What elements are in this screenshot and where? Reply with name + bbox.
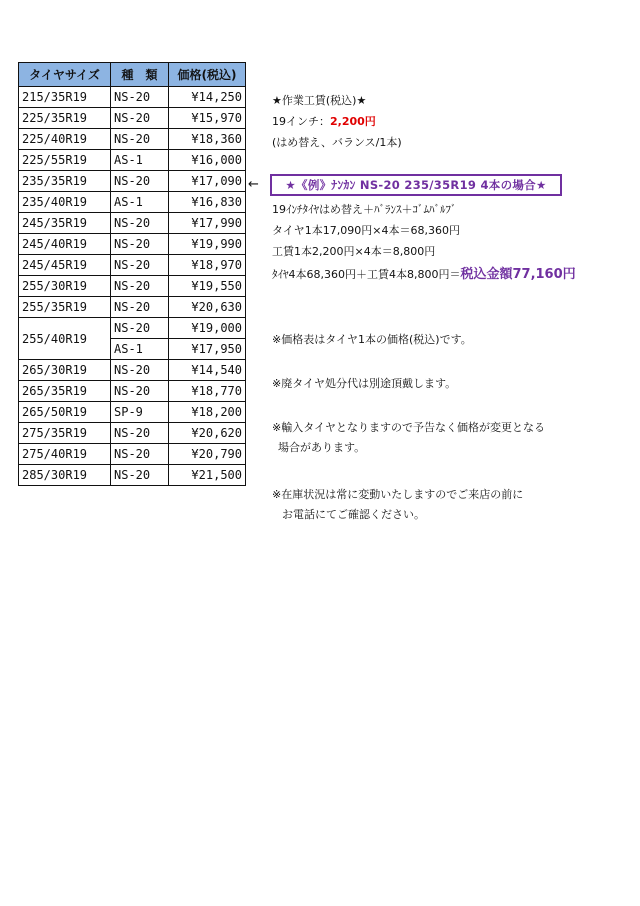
- tire-type: NS-20: [111, 87, 169, 108]
- tire-type: NS-20: [111, 465, 169, 486]
- header-type: 種 類: [111, 63, 169, 87]
- example-line-4-text: ﾀｲﾔ4本68,360円＋工賃4本8,800円＝: [272, 268, 461, 281]
- tire-price: ¥17,950: [169, 339, 246, 360]
- table-row: [19, 213, 246, 234]
- example-line-1: 19ｲﾝﾁﾀｲﾔはめ替え＋ﾊﾞﾗﾝｽ＋ｺﾞﾑﾊﾞﾙﾌﾞ: [272, 203, 457, 216]
- table-row: [19, 297, 246, 318]
- tire-price: ¥21,500: [169, 465, 246, 486]
- tire-price: ¥19,550: [169, 276, 246, 297]
- tire-size: 215/35R19: [19, 87, 111, 108]
- tire-type: NS-20: [111, 381, 169, 402]
- table-row: [19, 129, 246, 150]
- tire-size: 285/30R19: [19, 465, 111, 486]
- labor-detail: (はめ替え、バランス/1本): [272, 136, 402, 149]
- tire-price: ¥18,360: [169, 129, 246, 150]
- tire-type: NS-20: [111, 276, 169, 297]
- tire-type: NS-20: [111, 444, 169, 465]
- tire-size: 245/35R19: [19, 213, 111, 234]
- tire-type: NS-20: [111, 360, 169, 381]
- tire-price: ¥18,770: [169, 381, 246, 402]
- table-row: [19, 444, 246, 465]
- header-tire-size: タイヤサイズ: [19, 63, 111, 87]
- table-row: [19, 255, 246, 276]
- note-import-price-a: ※輸入タイヤとなりますので予告なく価格が変更となる: [272, 421, 545, 434]
- tire-type: NS-20: [111, 129, 169, 150]
- example-line-2: タイヤ1本17,090円×4本＝68,360円: [272, 224, 460, 237]
- tire-type: SP-9: [111, 402, 169, 423]
- tire-size: 255/40R19: [19, 318, 111, 360]
- table-row: [19, 360, 246, 381]
- tire-size: 255/30R19: [19, 276, 111, 297]
- tire-price: ¥16,830: [169, 192, 246, 213]
- tire-price: ¥18,970: [169, 255, 246, 276]
- table-row: [19, 150, 246, 171]
- tire-price: ¥14,540: [169, 360, 246, 381]
- table-row: [19, 234, 246, 255]
- example-total: 税込金額77,160円: [460, 267, 576, 282]
- tire-type: NS-20: [111, 108, 169, 129]
- note-price-per-tire: ※価格表はタイヤ1本の価格(税込)です。: [272, 333, 472, 346]
- table-row: [19, 108, 246, 129]
- tire-type: NS-20: [111, 423, 169, 444]
- tire-price: ¥18,200: [169, 402, 246, 423]
- tire-size: 245/40R19: [19, 234, 111, 255]
- tire-type: AS-1: [111, 192, 169, 213]
- labor-19-label: 19インチ：: [272, 115, 330, 128]
- tire-type: AS-1: [111, 150, 169, 171]
- tire-price: ¥17,090: [169, 171, 246, 192]
- tire-size: 265/35R19: [19, 381, 111, 402]
- tire-size: 245/45R19: [19, 255, 111, 276]
- example-line-3: 工賃1本2,200円×4本＝8,800円: [272, 245, 436, 258]
- labor-19-price: 2,200円: [330, 115, 376, 128]
- table-row: [19, 402, 246, 423]
- tire-size: 265/30R19: [19, 360, 111, 381]
- tire-size: 265/50R19: [19, 402, 111, 423]
- tire-size: 275/35R19: [19, 423, 111, 444]
- tire-size: 275/40R19: [19, 444, 111, 465]
- price-table: [18, 62, 246, 486]
- table-row: [19, 381, 246, 402]
- tire-price: ¥16,000: [169, 150, 246, 171]
- tire-size: 225/55R19: [19, 150, 111, 171]
- tire-size: 235/40R19: [19, 192, 111, 213]
- example-line-4: [272, 263, 576, 282]
- tire-type: AS-1: [111, 339, 169, 360]
- tire-type: NS-20: [111, 213, 169, 234]
- labor-19-inch: [272, 113, 376, 129]
- tire-price: ¥20,620: [169, 423, 246, 444]
- tire-type: NS-20: [111, 297, 169, 318]
- tire-price: ¥19,000: [169, 318, 246, 339]
- tire-type: NS-20: [111, 255, 169, 276]
- example-title-box: ★《例》ﾅﾝｶﾝ NS-20 235/35R19 4本の場合★: [270, 174, 562, 196]
- arrow-left-icon: ←: [248, 177, 259, 192]
- tire-size: 235/35R19: [19, 171, 111, 192]
- table-row: [19, 465, 246, 486]
- header-price: 価格(税込): [169, 63, 246, 87]
- note-disposal-fee: ※廃タイヤ処分代は別途頂戴します。: [272, 377, 457, 390]
- tire-type: NS-20: [111, 234, 169, 255]
- note-stock-a: ※在庫状況は常に変動いたしますのでご来店の前に: [272, 488, 524, 501]
- labor-title: ★作業工賃(税込)★: [272, 94, 367, 107]
- note-import-price-b: 場合があります。: [278, 441, 366, 454]
- table-header-row: [19, 63, 246, 87]
- table-row: [19, 192, 246, 213]
- tire-price: ¥20,790: [169, 444, 246, 465]
- tire-type: NS-20: [111, 171, 169, 192]
- table-row: [19, 87, 246, 108]
- tire-size: 225/40R19: [19, 129, 111, 150]
- table-row: [19, 276, 246, 297]
- table-row: [19, 171, 246, 192]
- tire-size: 225/35R19: [19, 108, 111, 129]
- table-row: [19, 318, 246, 339]
- note-stock-b: お電話にてご確認ください。: [282, 508, 425, 521]
- tire-price: ¥14,250: [169, 87, 246, 108]
- tire-price: ¥15,970: [169, 108, 246, 129]
- tire-price: ¥17,990: [169, 213, 246, 234]
- tire-price: ¥20,630: [169, 297, 246, 318]
- tire-price: ¥19,990: [169, 234, 246, 255]
- table-row: [19, 423, 246, 444]
- tire-size: 255/35R19: [19, 297, 111, 318]
- tire-type: NS-20: [111, 318, 169, 339]
